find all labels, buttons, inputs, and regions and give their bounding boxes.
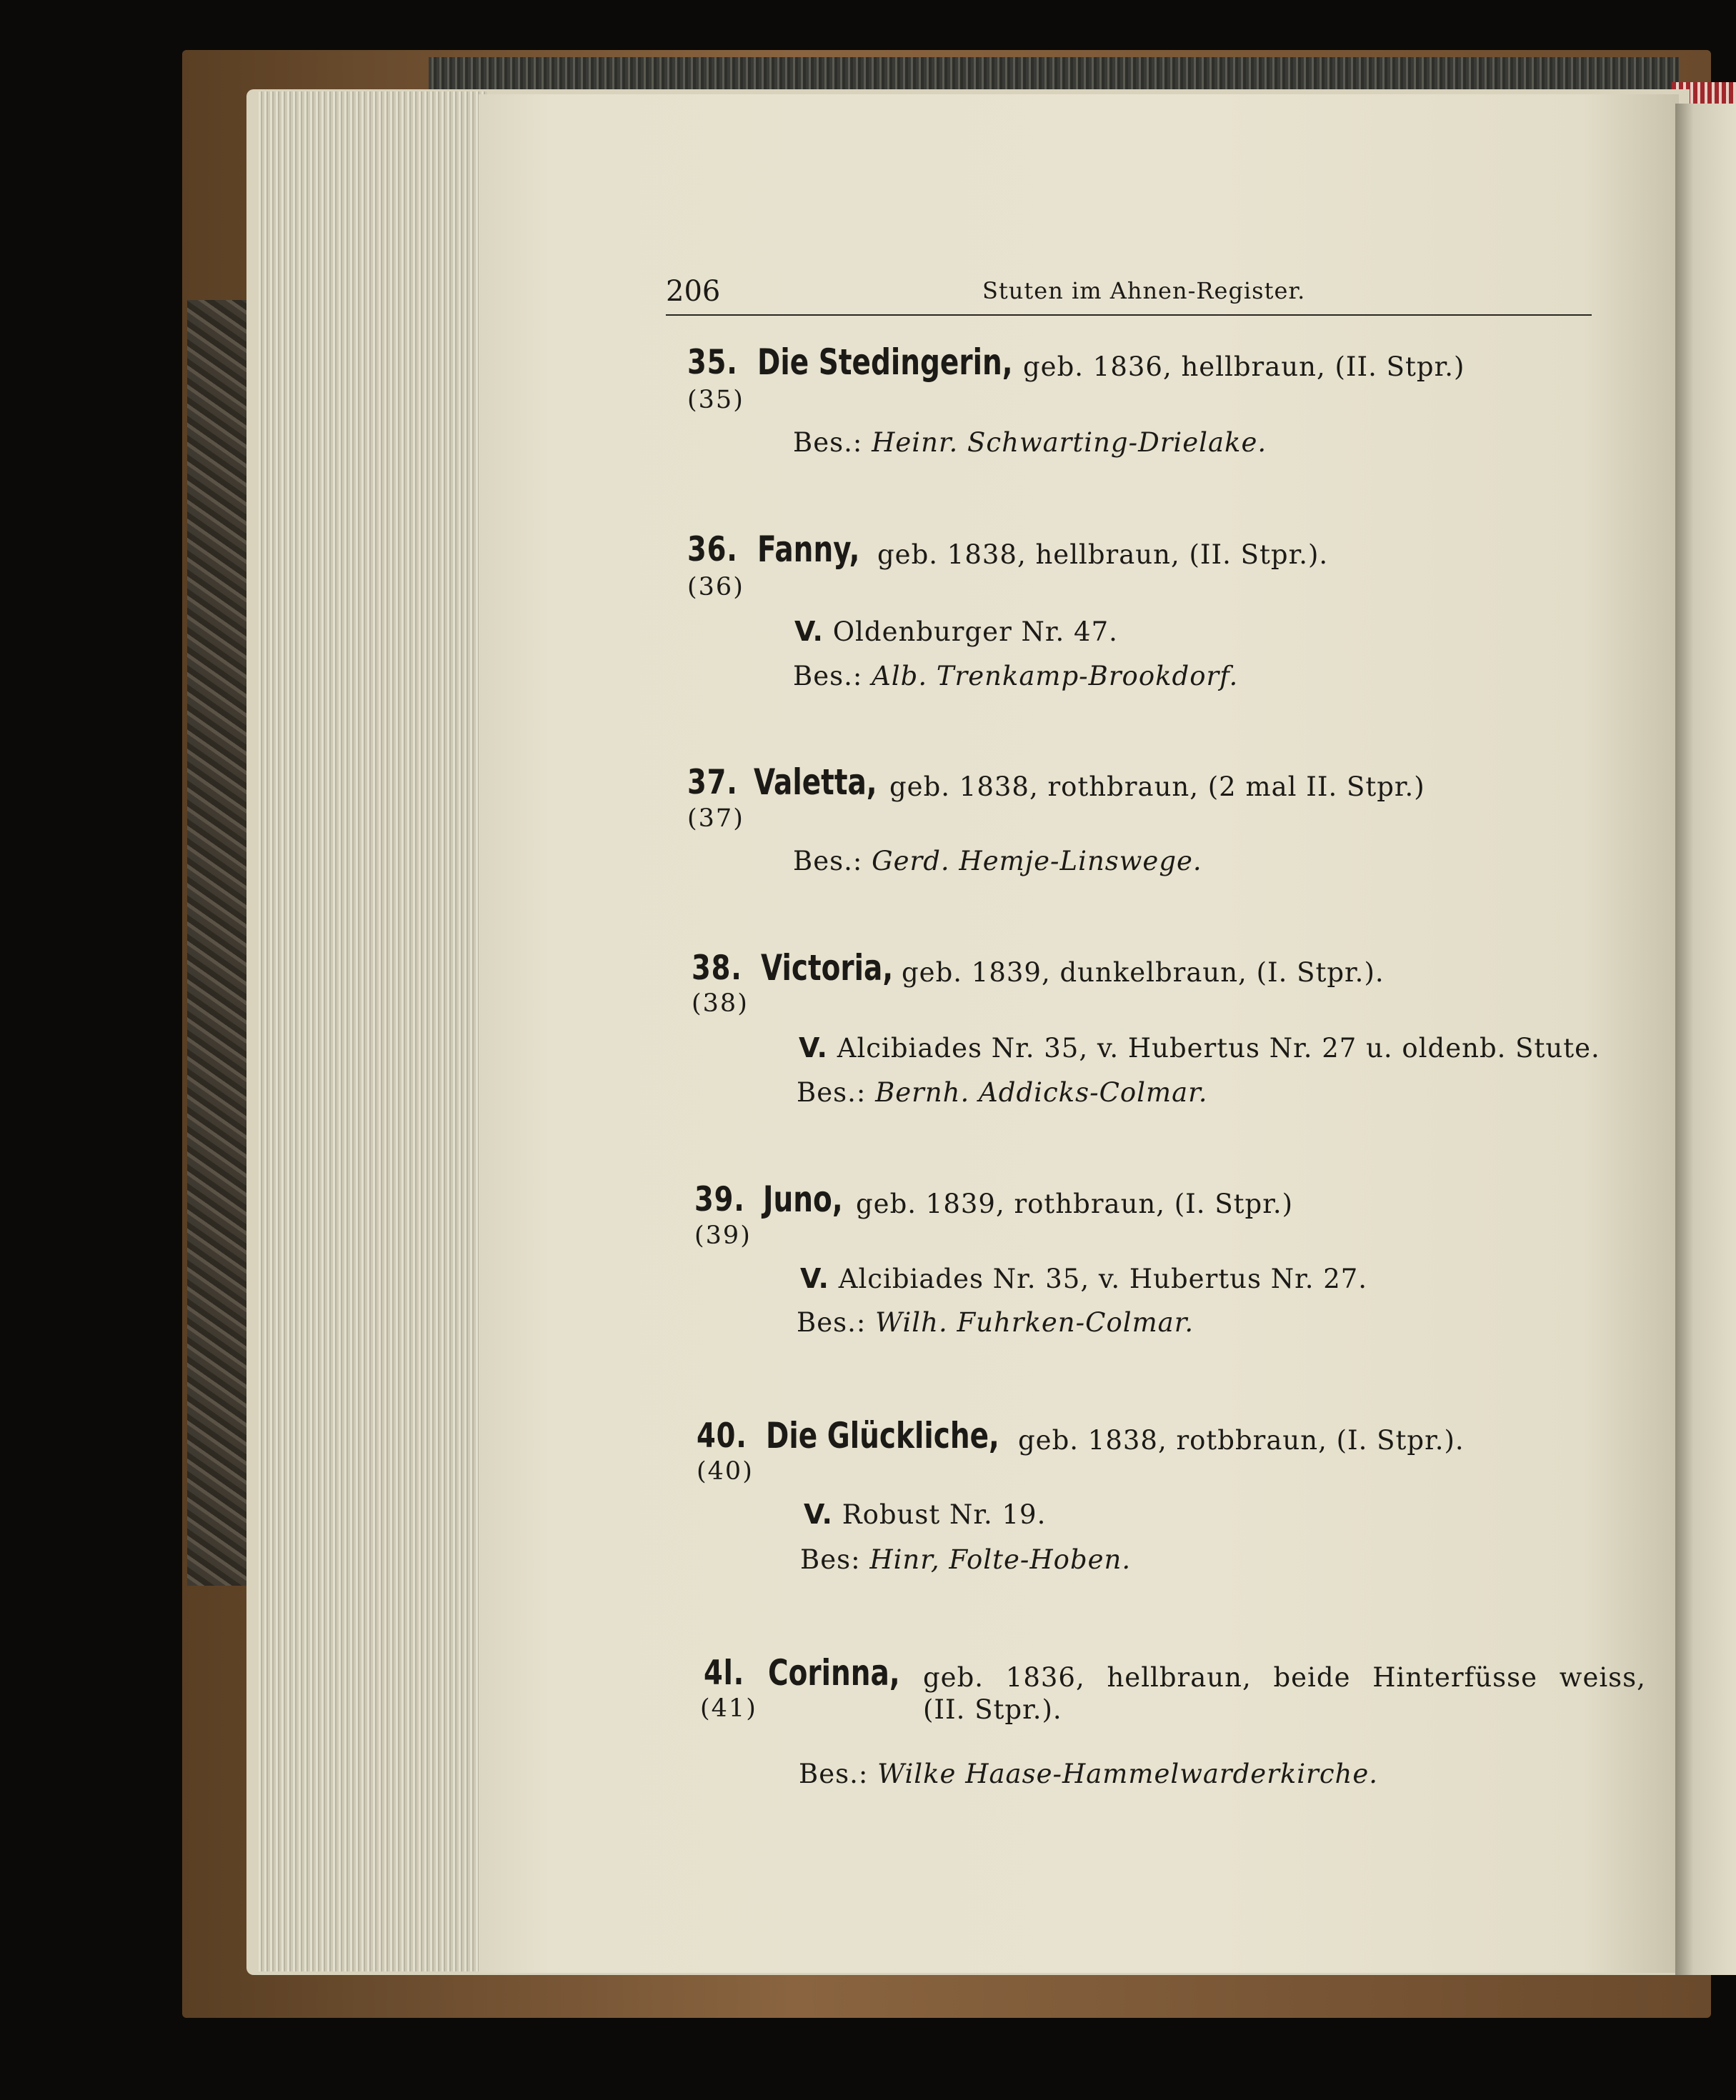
marbled-cover-edge [187, 300, 251, 1586]
entry-name: Juno, [763, 1179, 843, 1220]
sire-line [800, 1263, 1367, 1294]
sire-prefix: V. [800, 1263, 829, 1294]
owner-name: Alb. Trenkamp-Brookdorf. [872, 661, 1239, 691]
running-title: Stuten im Ahnen-Register. [982, 277, 1306, 304]
owner-line [799, 1759, 1378, 1789]
entry-ref: (40) [697, 1457, 754, 1486]
sire-text: Alcibiades Nr. 35, v. Hubertus Nr. 27. [838, 1264, 1368, 1294]
owner-label: Bes.: [793, 846, 863, 876]
owner-label: Bes.: [797, 1077, 867, 1108]
owner-line [797, 1077, 1208, 1108]
owner-line [793, 846, 1202, 876]
sire-line [794, 616, 1118, 647]
entry-ref: (41) [700, 1694, 757, 1723]
owner-name: Wilh. Fuhrken-Colmar. [875, 1307, 1194, 1338]
sire-text: Robust Nr. 19. [842, 1499, 1047, 1530]
entry-name: Die Stedingerin, [757, 341, 1013, 383]
owner-label: Bes: [800, 1544, 861, 1575]
entry-description-cont: (II. Stpr.). [923, 1694, 1062, 1725]
owner-label: Bes.: [793, 661, 863, 691]
entry-name: Fanny, [757, 529, 860, 570]
sire-prefix: V. [794, 616, 824, 647]
owner-label: Bes.: [797, 1307, 867, 1338]
book-gutter [1675, 104, 1736, 1975]
entry-number: 36. [687, 530, 738, 569]
entry-number: 37. [687, 763, 738, 802]
entry-number: 4l. [704, 1654, 745, 1693]
sire-line [799, 1032, 1600, 1064]
entry-description: geb. 1838, hellbraun, (II. Stpr.). [877, 539, 1329, 570]
owner-line [800, 1544, 1131, 1575]
entry-description: geb. 1839, rothbraun, (I. Stpr.) [856, 1189, 1294, 1219]
entry-ref: (36) [687, 573, 744, 601]
sire-text: Oldenburger Nr. 47. [832, 616, 1118, 647]
entry-number: 40. [697, 1416, 747, 1456]
entry-description: geb. 1836, hellbraun, (II. Stpr.) [1023, 351, 1465, 382]
sire-line [804, 1499, 1046, 1530]
owner-label: Bes.: [793, 427, 863, 458]
entry-description: geb. 1838, rotbbraun, (I. Stpr.). [1018, 1425, 1465, 1456]
owner-line [793, 427, 1267, 458]
entry-name: Victoria, [761, 947, 894, 989]
owner-name: Gerd. Hemje-Linswege. [872, 846, 1202, 876]
page-edges [259, 91, 487, 1971]
header-rule [666, 314, 1592, 316]
entry-description: geb. 1836, hellbraun, beide Hinterfüsse weiss, [923, 1662, 1646, 1693]
entry-description: geb. 1838, rothbraun, (2 mal II. Stpr.) [889, 771, 1425, 802]
entry-ref: (35) [687, 386, 744, 414]
owner-name: Heinr. Schwarting-Drielake. [872, 427, 1267, 458]
entry-name: Die Glückliche, [766, 1415, 999, 1456]
owner-name: Hinr, Folte-Hoben. [869, 1544, 1132, 1575]
entry-ref: (39) [694, 1221, 752, 1250]
entry-number: 39. [694, 1180, 745, 1219]
owner-name: Bernh. Addicks-Colmar. [875, 1077, 1208, 1108]
sire-prefix: V. [799, 1032, 828, 1064]
page-number: 206 [666, 275, 721, 308]
owner-line [797, 1307, 1194, 1338]
owner-label: Bes.: [799, 1759, 869, 1789]
entry-name: Valetta, [754, 761, 877, 803]
entry-ref: (37) [687, 804, 744, 833]
owner-name: Wilke Haase-Hammelwarderkirche. [877, 1759, 1379, 1789]
entry-number: 38. [692, 949, 742, 988]
sire-prefix: V. [804, 1499, 833, 1530]
owner-line [793, 661, 1238, 691]
entry-name: Corinna, [768, 1652, 900, 1694]
entry-description: geb. 1839, dunkelbraun, (I. Stpr.). [902, 957, 1385, 988]
entry-ref: (38) [692, 989, 749, 1018]
entry-number: 35. [687, 343, 738, 382]
sire-text: Alcibiades Nr. 35, v. Hubertus Nr. 27 u. oldenb. Stute. [837, 1033, 1600, 1064]
